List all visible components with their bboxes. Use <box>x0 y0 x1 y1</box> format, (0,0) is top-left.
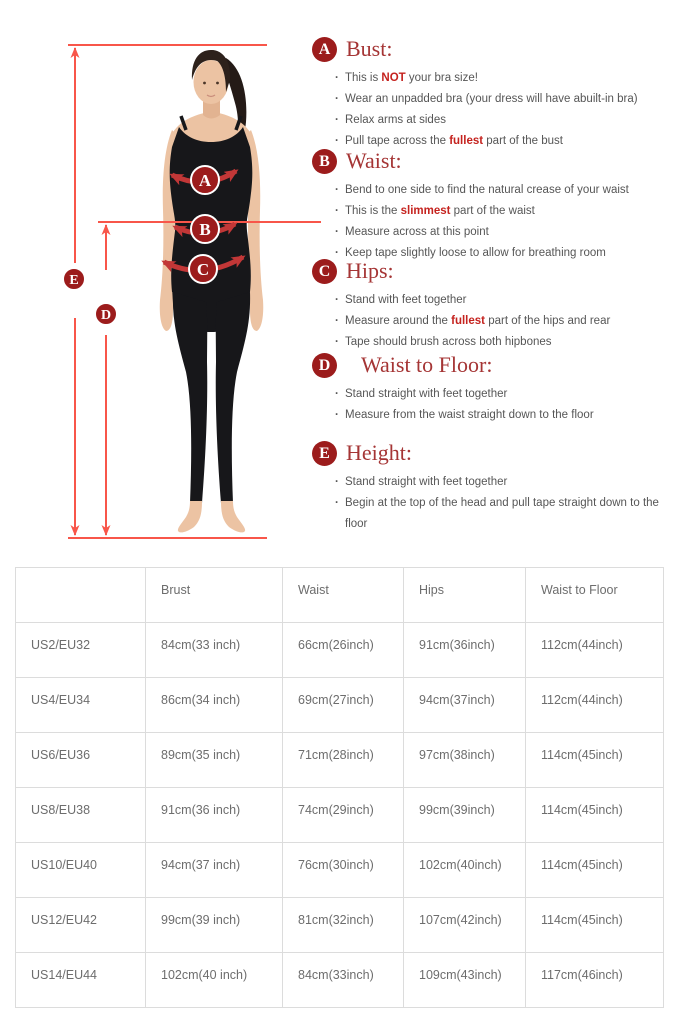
section-bust-title: Bust: <box>346 36 393 61</box>
waist-cell: 74cm(29inch) <box>283 788 404 843</box>
measurement-figure <box>0 0 340 560</box>
header-waist-to-floor: Waist to Floor <box>526 568 664 623</box>
section-hips <box>312 258 676 353</box>
bust-cell: 89cm(35 inch) <box>146 733 283 788</box>
hips-cell: 91cm(36inch) <box>404 623 526 678</box>
instruction-bullet: · Measure from the waist straight down to the floor <box>334 405 676 426</box>
hips-cell: 97cm(38inch) <box>404 733 526 788</box>
section-bust <box>312 36 676 152</box>
bust-cell: 102cm(40 inch) <box>146 953 283 1008</box>
bust-cell: 91cm(36 inch) <box>146 788 283 843</box>
bust-cell: 86cm(34 inch) <box>146 678 283 733</box>
header-bust: Brust <box>146 568 283 623</box>
table-header-row <box>16 568 664 623</box>
instruction-bullet: · Bend to one side to find the natural crease of your waist <box>334 180 676 201</box>
section-height-bullets <box>312 472 676 535</box>
hips-cell: 102cm(40inch) <box>404 843 526 898</box>
height-marker-letter: E <box>69 273 79 288</box>
waist-cell: 81cm(32inch) <box>283 898 404 953</box>
instruction-bullet: · Pull tape across the fullest part of the bust <box>334 131 676 152</box>
size-table <box>15 567 664 1008</box>
instruction-bullet: · Stand straight with feet together <box>334 472 676 493</box>
waist-to-floor-cell: 114cm(45inch) <box>526 898 664 953</box>
bust-cell: 99cm(39 inch) <box>146 898 283 953</box>
table-row <box>16 678 664 733</box>
table-row <box>16 623 664 678</box>
instruction-bullet: · Measure around the fullest part of the hips and rear <box>334 311 676 332</box>
hips-marker-letter: C <box>196 260 210 279</box>
size-cell: US10/EU40 <box>16 843 146 898</box>
waist-to-floor-cell: 112cm(44inch) <box>526 623 664 678</box>
waist-cell: 66cm(26inch) <box>283 623 404 678</box>
waist-cell: 69cm(27inch) <box>283 678 404 733</box>
table-row <box>16 953 664 1008</box>
hips-badge-icon: C <box>312 259 337 284</box>
waist-to-floor-cell: 114cm(45inch) <box>526 843 664 898</box>
size-cell: US4/EU34 <box>16 678 146 733</box>
header-waist: Waist <box>283 568 404 623</box>
header-size <box>16 568 146 623</box>
instruction-bullet: · Begin at the top of the head and pull tape straight down to the floor <box>334 493 676 535</box>
waist-to-floor-cell: 117cm(46inch) <box>526 953 664 1008</box>
section-hips-header <box>312 258 676 284</box>
section-waist-to-floor-header <box>312 352 676 378</box>
hips-cell: 99cm(39inch) <box>404 788 526 843</box>
bust-badge-icon: A <box>312 37 337 62</box>
instruction-column <box>312 0 676 560</box>
section-waist-to-floor-bullets <box>312 384 676 426</box>
instruction-bullet: · Wear an unpadded bra (your dress will have abuilt-in bra) <box>334 89 676 110</box>
waist-to-floor-badge-icon: D <box>312 353 337 378</box>
waist-cell: 76cm(30inch) <box>283 843 404 898</box>
size-cell: US12/EU42 <box>16 898 146 953</box>
table-row <box>16 733 664 788</box>
waist-cell: 84cm(33inch) <box>283 953 404 1008</box>
waist-to-floor-cell: 114cm(45inch) <box>526 733 664 788</box>
section-hips-bullets <box>312 290 676 353</box>
header-hips: Hips <box>404 568 526 623</box>
section-waist <box>312 148 676 264</box>
size-cell: US6/EU36 <box>16 733 146 788</box>
size-cell: US2/EU32 <box>16 623 146 678</box>
model-figure <box>160 50 264 532</box>
size-cell: US14/EU44 <box>16 953 146 1008</box>
waist-badge-icon: B <box>312 149 337 174</box>
section-waist-header <box>312 148 676 174</box>
section-waist-to-floor <box>312 352 676 426</box>
hips-cell: 109cm(43inch) <box>404 953 526 1008</box>
table-row <box>16 788 664 843</box>
bust-marker-letter: A <box>198 171 212 190</box>
section-bust-header <box>312 36 676 62</box>
hips-cell: 94cm(37inch) <box>404 678 526 733</box>
section-waist-title: Waist: <box>346 148 402 173</box>
instruction-bullet: · Tape should brush across both hipbones <box>334 332 676 353</box>
waist-to-floor-marker-letter: D <box>100 308 112 323</box>
instruction-bullet: · This is the slimmest part of the waist <box>334 201 676 222</box>
section-bust-bullets <box>312 68 676 152</box>
waist-cell: 71cm(28inch) <box>283 733 404 788</box>
size-cell: US8/EU38 <box>16 788 146 843</box>
instruction-bullet: · Stand straight with feet together <box>334 384 676 405</box>
table-row <box>16 843 664 898</box>
section-height-title: Height: <box>346 440 412 465</box>
instruction-bullet: · This is NOT your bra size! <box>334 68 676 89</box>
height-badge-icon: E <box>312 441 337 466</box>
instruction-bullet: · Stand with feet together <box>334 290 676 311</box>
instruction-bullet: · Relax arms at sides <box>334 110 676 131</box>
bust-cell: 94cm(37 inch) <box>146 843 283 898</box>
instruction-bullet: · Keep tape slightly loose to allow for breathing room <box>334 243 676 264</box>
waist-to-floor-cell: 112cm(44inch) <box>526 678 664 733</box>
waist-marker-letter: B <box>199 220 211 239</box>
bust-cell: 84cm(33 inch) <box>146 623 283 678</box>
section-waist-to-floor-title: Waist to Floor: <box>361 352 493 377</box>
section-hips-title: Hips: <box>346 258 394 283</box>
hips-cell: 107cm(42inch) <box>404 898 526 953</box>
measurement-diagram <box>0 0 340 560</box>
section-height-header <box>312 440 676 466</box>
section-height <box>312 440 676 535</box>
section-waist-bullets <box>312 180 676 264</box>
waist-to-floor-cell: 114cm(45inch) <box>526 788 664 843</box>
table-row <box>16 898 664 953</box>
instruction-bullet: · Measure across at this point <box>334 222 676 243</box>
